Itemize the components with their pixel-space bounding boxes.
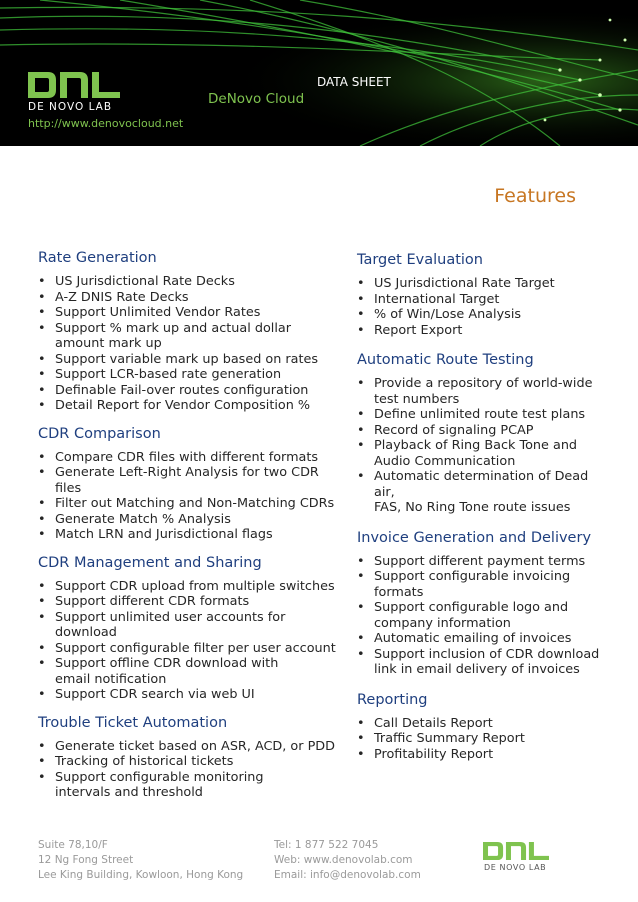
list-item: • Support different CDR formats	[38, 594, 338, 610]
list-item: • Support Unlimited Vendor Rates	[38, 305, 338, 321]
logo-subtitle: DE NOVO LAB	[28, 101, 113, 113]
feature-list	[357, 554, 612, 678]
feature-list	[38, 450, 338, 543]
section-target-evaluation	[357, 251, 612, 338]
section-heading: Invoice Generation and Delivery	[357, 529, 592, 546]
list-item: • International Target	[357, 292, 612, 308]
list-item: • Filter out Matching and Non-Matching CDRs	[38, 496, 338, 512]
section-route-testing	[357, 351, 612, 516]
section-rate-generation	[38, 249, 338, 414]
section-heading: Automatic Route Testing	[357, 352, 534, 368]
feature-list	[38, 739, 338, 801]
list-item: • Support CDR upload from multiple switches	[38, 579, 338, 595]
section-trouble-ticket	[38, 714, 338, 801]
list-item: • Support different payment terms	[357, 554, 612, 570]
section-reporting	[357, 691, 612, 763]
feature-list	[38, 579, 338, 703]
list-item: • Report Export	[357, 323, 612, 339]
list-item: • Detail Report for Vendor Composition %	[38, 398, 338, 414]
website-link[interactable]: http://www.denovocloud.net	[28, 117, 184, 130]
list-item: • A-Z DNIS Rate Decks	[38, 290, 338, 306]
list-item: • Support configurable monitoring intervals and threshold	[38, 770, 338, 801]
list-item: • Support LCR-based rate generation	[38, 367, 338, 383]
list-item: • Support configurable logo and company information	[357, 600, 612, 631]
feature-list	[357, 716, 612, 763]
dnl-logo	[28, 72, 120, 98]
section-heading: Reporting	[357, 691, 428, 708]
document-type-label: DATA SHEET	[317, 75, 391, 89]
list-item: • % of Win/Lose Analysis	[357, 307, 612, 323]
list-item: • Support offline CDR download with email notification	[38, 656, 338, 687]
feature-list	[357, 276, 612, 338]
list-item: • Playback of Ring Back Tone and Audio Communication	[357, 438, 612, 469]
section-heading: Trouble Ticket Automation	[38, 714, 228, 731]
section-heading: Target Evaluation	[357, 252, 483, 268]
feature-list	[357, 376, 612, 516]
web-link[interactable]: Web: www.denovolab.com	[274, 854, 413, 866]
section-cdr-management	[38, 554, 338, 703]
address-line: Lee King Building, Kowloon, Hong Kong	[38, 869, 244, 881]
list-item: • Generate ticket based on ASR, ACD, or PDD	[38, 739, 338, 755]
right-column	[357, 251, 612, 762]
list-item: • Support variable mark up based on rates	[38, 352, 338, 368]
list-item: • Traffic Summary Report	[357, 731, 612, 747]
phone-text: Tel: 1 877 522 7045	[274, 839, 379, 851]
list-item: • Compare CDR files with different formats	[38, 450, 338, 466]
list-item: • Record of signaling PCAP	[357, 423, 612, 439]
page-title: Features	[494, 185, 576, 207]
list-item: • US Jurisdictional Rate Target	[357, 276, 612, 292]
left-column	[38, 249, 338, 801]
list-item: • Automatic emailing of invoices	[357, 631, 612, 647]
section-cdr-comparison	[38, 425, 338, 543]
list-item: • Tracking of historical tickets	[38, 754, 338, 770]
list-item: • Call Details Report	[357, 716, 612, 732]
section-heading: CDR Management and Sharing	[38, 554, 262, 571]
feature-list	[38, 274, 338, 414]
address-line: Suite 78,10/F	[38, 839, 108, 851]
footer-address	[38, 838, 243, 883]
email-link[interactable]: Email: info@denovolab.com	[274, 869, 421, 881]
section-invoice-generation	[357, 529, 612, 678]
list-item: • Support CDR search via web UI	[38, 687, 338, 703]
section-heading: Rate Generation	[38, 250, 157, 266]
address-line: 12 Ng Fong Street	[38, 854, 134, 866]
dnl-logo-footer	[483, 842, 549, 860]
list-item: • Support unlimited user accounts for download	[38, 610, 338, 641]
list-item: • Provide a repository of world-wide test numbers	[357, 376, 612, 407]
list-item: • Automatic determination of Dead air, FAS, No Ring Tone route issues	[357, 469, 612, 516]
list-item: • Profitability Report	[357, 747, 612, 763]
footer-logo-subtitle: DE NOVO LAB	[484, 863, 547, 872]
list-item: • Generate Match % Analysis	[38, 512, 338, 528]
footer-contact	[274, 838, 421, 883]
list-item: • Support configurable invoicing formats	[357, 569, 612, 600]
list-item: • Define unlimited route test plans	[357, 407, 612, 423]
product-name: DeNovo Cloud	[208, 91, 305, 107]
list-item: • Support % mark up and actual dollar amount mark up	[38, 321, 338, 352]
header-banner	[0, 0, 638, 146]
list-item: • Match LRN and Jurisdictional flags	[38, 527, 338, 543]
list-item: • Definable Fail-over routes configuration	[38, 383, 338, 399]
list-item: • Support inclusion of CDR download link in email delivery of invoices	[357, 647, 612, 678]
list-item: • Support configurable filter per user account	[38, 641, 338, 657]
section-heading: CDR Comparison	[38, 425, 161, 442]
list-item: • Generate Left-Right Analysis for two CDR files	[38, 465, 338, 496]
list-item: • US Jurisdictional Rate Decks	[38, 274, 338, 290]
